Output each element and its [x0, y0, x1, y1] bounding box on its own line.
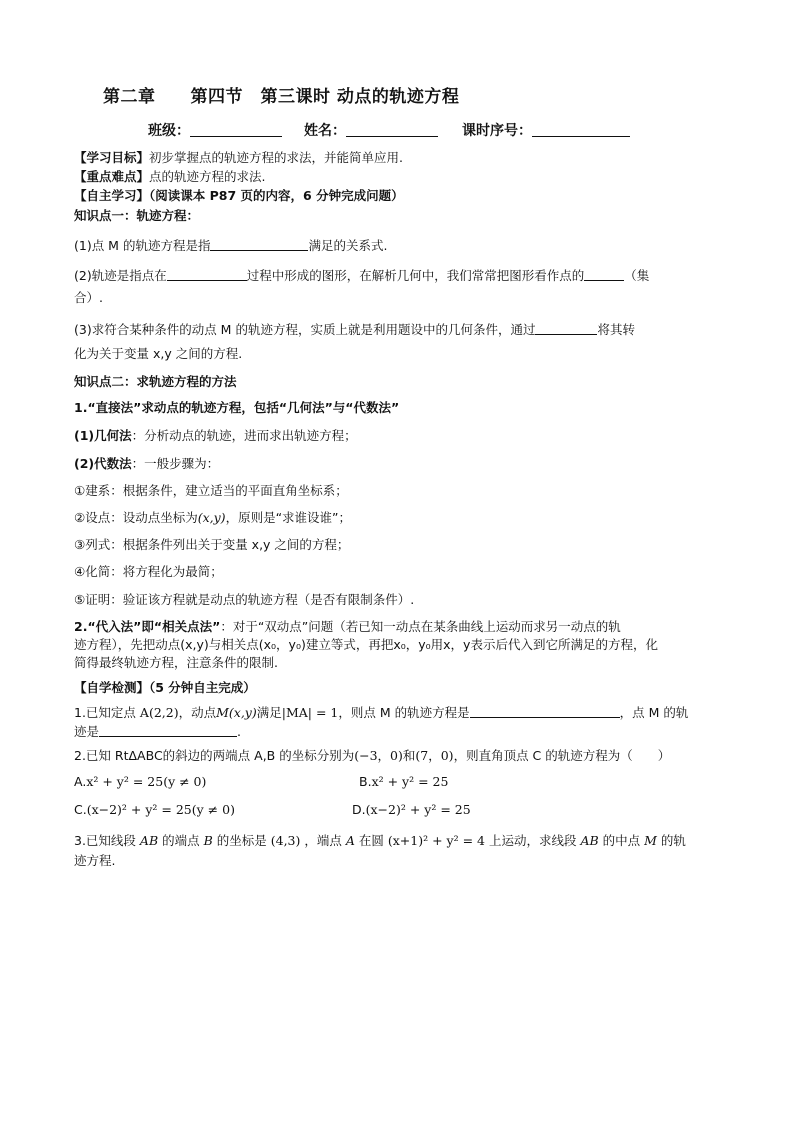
- page-title: 第二章 第四节 第三课时 动点的轨迹方程: [103, 87, 460, 107]
- kp2-heading: 知识点二：求轨迹方程的方法: [74, 374, 237, 389]
- method-1-title: 1.“直接法”求动点的轨迹方程，包括“几何法”与“代数法”: [74, 400, 400, 415]
- option-b[interactable]: B.x² + y² = 25: [359, 774, 449, 789]
- kp1-item-1: (1)点 M 的轨迹方程是指 满足的关系式.: [74, 238, 388, 253]
- q1-blank-1[interactable]: [470, 705, 620, 718]
- step-3: ③列式：根据条件列出关于变量 x,y 之间的方程；: [74, 537, 350, 552]
- question-2: 2.已知 RtΔABC的斜边的两端点 A,B 的坐标分别为(−3，0)和(7，0)，则直角顶点 C 的轨迹方程为（ ）: [74, 748, 671, 763]
- q1-blank-2[interactable]: [99, 724, 237, 737]
- question-3: 3.已知线段 AB 的端点 B 的坐标是 (4,3) ，端点 A 在圆 (x+1)² + y² = 4 上运动，求线段 AB 的中点 M 的轨: [74, 833, 686, 848]
- seq-blank[interactable]: [532, 122, 630, 137]
- option-a[interactable]: A.x² + y² = 25(y ≠ 0): [74, 774, 207, 789]
- class-blank[interactable]: [190, 122, 282, 137]
- goal-tag: 【学习目标】: [74, 150, 150, 165]
- kp1-item-2-cont: 合）.: [74, 290, 103, 305]
- self-text: （阅读课本 P87 页的内容，6 分钟完成问题）: [149, 188, 404, 203]
- kp1-item-3: (3)求符合某种条件的动点 M 的轨迹方程，实质上就是利用题设中的几何条件，通过 将其转: [74, 322, 635, 337]
- name-label: 姓名：: [304, 123, 346, 139]
- kp1-item-2: (2)轨迹是指点在 过程中形成的图形，在解析几何中，我们常常把图形看作点的 （集: [74, 268, 650, 283]
- options-row-2: [74, 802, 724, 817]
- step-5: ⑤证明：验证该方程就是动点的轨迹方程（是否有限制条件）.: [74, 592, 415, 607]
- self-study: [74, 188, 724, 203]
- self-check-heading: 【自学检测】（5 分钟自主完成）: [74, 680, 256, 695]
- step-1: ①建系：根据条件，建立适当的平面直角坐标系；: [74, 483, 348, 498]
- option-c[interactable]: C.(x−2)² + y² = 25(y ≠ 0): [74, 802, 235, 817]
- options-row-1: [74, 774, 724, 789]
- goal-text: 初步掌握点的轨迹方程的求法，并能简单应用.: [149, 150, 403, 165]
- question-1: 1.已知定点 A(2,2)，动点M(x,y)满足|MA| = 1，则点 M 的轨迹方程是 ，点 M 的轨: [74, 705, 689, 720]
- option-d[interactable]: D.(x−2)² + y² = 25: [352, 802, 471, 817]
- question-3-cont: 迹方程.: [74, 853, 116, 868]
- kp1-blank-1[interactable]: [210, 238, 308, 251]
- step-4: ④化简：将方程化为最简；: [74, 564, 223, 579]
- kp1-heading: 知识点一：轨迹方程：: [74, 208, 200, 223]
- geometric-method: (1)几何法：分析动点的轨迹，进而求出轨迹方程；: [74, 428, 357, 443]
- kp1-blank-2[interactable]: [167, 268, 247, 281]
- method-2: 2.“代入法”即“相关点法”：对于“双动点”问题（若已知一动点在某条曲线上运动而求另一动点的轨: [74, 619, 621, 634]
- question-1-cont: 迹是 .: [74, 724, 241, 739]
- name-blank[interactable]: [346, 122, 438, 137]
- seq-label: 课时序号：: [462, 123, 532, 139]
- method-2-cont-1: 迹方程），先把动点(x,y)与相关点(x₀，y₀)建立等式，再把x₀，y₀用x，y表示后代入到它所满足的方程，化: [74, 637, 658, 652]
- kp1-blank-3[interactable]: [584, 268, 624, 281]
- kp1-item-3-cont: 化为关于变量 x,y 之间的方程.: [74, 346, 243, 361]
- class-label: 班级：: [148, 123, 190, 139]
- key-difficulty: [74, 169, 724, 184]
- kp1-blank-4[interactable]: [535, 322, 597, 335]
- student-info-row: [148, 120, 630, 140]
- key-tag: 【重点难点】: [74, 169, 150, 184]
- method-2-cont-2: 简得最终轨迹方程，注意条件的限制.: [74, 655, 278, 670]
- algebraic-method: (2)代数法：一般步骤为：: [74, 456, 220, 471]
- self-tag: 【自主学习】: [74, 188, 150, 203]
- key-text: 点的轨迹方程的求法.: [149, 169, 266, 184]
- learning-goal: [74, 150, 724, 165]
- step-2: ②设点：设动点坐标为(x,y)，原则是“求谁设谁”；: [74, 510, 352, 525]
